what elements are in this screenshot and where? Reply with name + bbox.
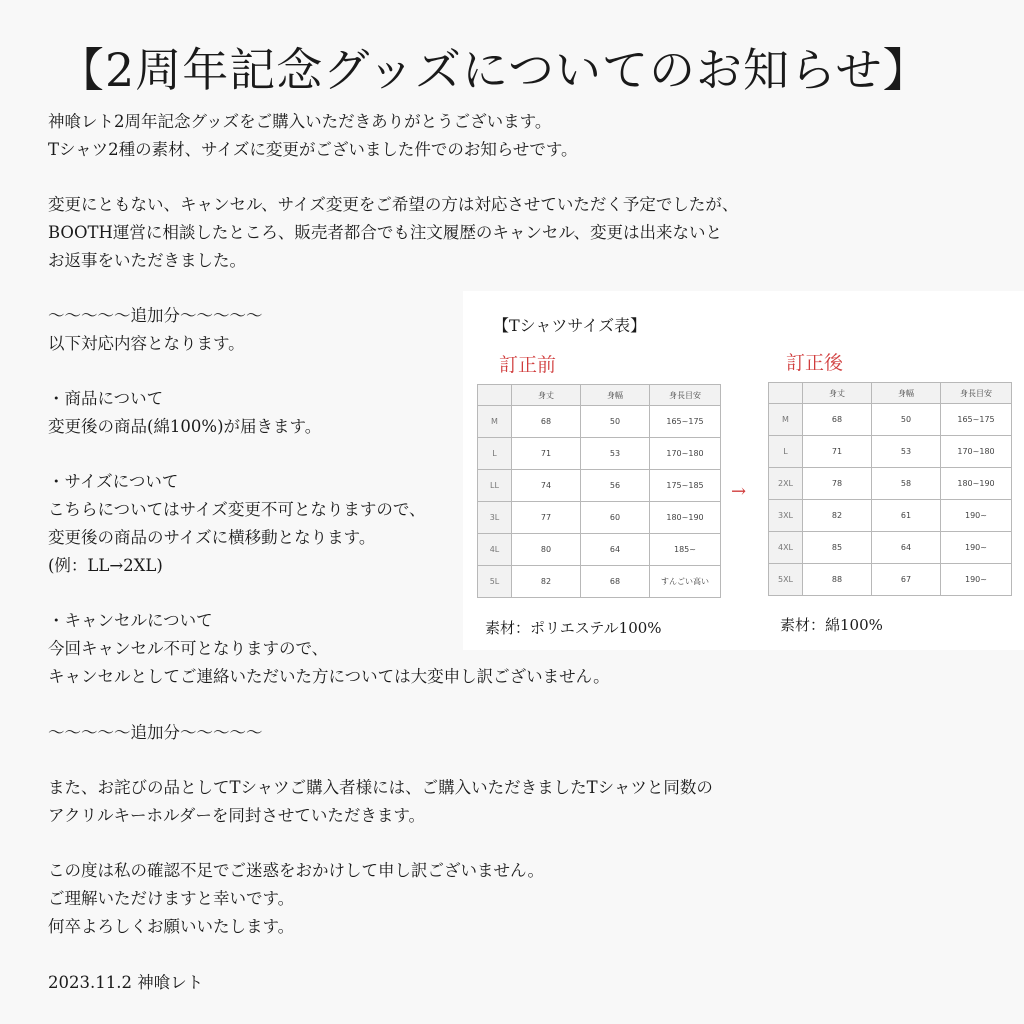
table-cell: 53	[581, 438, 650, 470]
text-line: BOOTH運営に相談したところ、販売者都合でも注文履歴のキャンセル、変更は出来ないと	[48, 223, 723, 242]
table-cell: 82	[803, 500, 872, 532]
table-cell: 80	[512, 534, 581, 566]
size-label-cell: 4XL	[769, 532, 803, 564]
table-cell: 190~	[941, 532, 1012, 564]
section-heading: ・キャンセルについて	[48, 611, 213, 630]
table-cell: 82	[512, 566, 581, 598]
text-line: 以下対応内容となります。	[48, 334, 245, 353]
before-label: 訂正前	[499, 354, 557, 376]
table-cell: 68	[581, 566, 650, 598]
size-label-cell: 2XL	[769, 468, 803, 500]
text-line: キャンセルとしてご連絡いただいた方については大変申し訳ございません。	[48, 667, 610, 686]
table-cell: 50	[581, 406, 650, 438]
text-line: ご理解いただけますと幸いです。	[48, 889, 295, 908]
table-cell: すんごい高い	[650, 566, 721, 598]
table-row	[769, 436, 1012, 468]
table-cell: 190~	[941, 500, 1012, 532]
table-header-cell: 身長目安	[650, 385, 721, 406]
signature-date: 2023.11.2 神喰レト	[48, 973, 204, 992]
size-table-after	[768, 382, 1012, 596]
table-cell: 53	[872, 436, 941, 468]
table-cell: 175~185	[650, 470, 721, 502]
text-line: こちらについてはサイズ変更不可となりますので、	[48, 500, 426, 519]
section-divider: 〜〜〜〜〜追加分〜〜〜〜〜	[48, 306, 263, 325]
table-header-cell: 身長目安	[941, 383, 1012, 404]
text-line: 変更後の商品(綿100%)が届きます。	[48, 417, 322, 436]
table-row	[769, 564, 1012, 596]
table-cell: 64	[872, 532, 941, 564]
size-label-cell: 4L	[478, 534, 512, 566]
text-line: この度は私の確認不足でご迷惑をおかけして申し訳ございません。	[48, 861, 544, 880]
table-cell: 67	[872, 564, 941, 596]
text-line: 今回キャンセル不可となりますので、	[48, 639, 329, 658]
size-table-before	[477, 384, 721, 598]
text-line: Tシャツ2種の素材、サイズに変更がございました件でのお知らせです。	[48, 140, 578, 159]
text-line: 変更後の商品のサイズに横移動となります。	[48, 528, 376, 547]
table-header-cell: 身幅	[872, 383, 941, 404]
table-cell: 78	[803, 468, 872, 500]
section-heading: ・商品について	[48, 389, 164, 408]
table-cell: 185~	[650, 534, 721, 566]
table-row	[478, 406, 721, 438]
arrow-icon: →	[731, 481, 747, 502]
size-label-cell: L	[478, 438, 512, 470]
text-line: (例：LL→2XL)	[48, 556, 163, 575]
table-cell: 165~175	[941, 404, 1012, 436]
table-cell: 60	[581, 502, 650, 534]
table-header-cell: 身丈	[512, 385, 581, 406]
table-header-cell: 身幅	[581, 385, 650, 406]
table-cell: 74	[512, 470, 581, 502]
table-cell: 180~190	[650, 502, 721, 534]
table-cell: 77	[512, 502, 581, 534]
size-chart-panel	[463, 291, 1024, 650]
size-label-cell: 5L	[478, 566, 512, 598]
table-cell: 71	[512, 438, 581, 470]
size-label-cell: 3XL	[769, 500, 803, 532]
table-cell: 68	[803, 404, 872, 436]
section-heading: ・サイズについて	[48, 472, 179, 491]
text-line: 変更にともない、キャンセル、サイズ変更をご希望の方は対応させていただく予定でしたが、	[48, 195, 739, 214]
table-cell: 85	[803, 532, 872, 564]
table-cell: 165~175	[650, 406, 721, 438]
table-cell: 170~180	[941, 436, 1012, 468]
table-cell: 64	[581, 534, 650, 566]
size-label-cell: L	[769, 436, 803, 468]
table-cell: 58	[872, 468, 941, 500]
table-row	[478, 438, 721, 470]
table-cell: 68	[512, 406, 581, 438]
size-chart-title: 【Tシャツサイズ表】	[493, 316, 647, 335]
table-row	[478, 502, 721, 534]
table-row	[769, 532, 1012, 564]
table-cell: 170~180	[650, 438, 721, 470]
table-row	[478, 470, 721, 502]
page-title: 【2周年記念グッズについてのお知らせ】	[58, 43, 930, 97]
table-row	[478, 566, 721, 598]
text-line: また、お詫びの品としてTシャツご購入者様には、ご購入いただきましたTシャツと同数の	[48, 778, 713, 797]
table-cell: 180~190	[941, 468, 1012, 500]
text-line: アクリルキーホルダーを同封させていただきます。	[48, 806, 426, 825]
table-cell: 50	[872, 404, 941, 436]
material-before: 素材：ポリエステル100%	[485, 619, 662, 637]
material-after: 素材：綿100%	[780, 616, 883, 634]
size-label-cell: M	[478, 406, 512, 438]
table-cell: 61	[872, 500, 941, 532]
table-cell: 56	[581, 470, 650, 502]
table-cell: 190~	[941, 564, 1012, 596]
text-line: お返事をいただきました。	[48, 251, 246, 270]
table-header-row	[769, 383, 1012, 404]
table-header-cell: 身丈	[803, 383, 872, 404]
table-cell: 71	[803, 436, 872, 468]
table-row	[478, 534, 721, 566]
size-label-cell: 5XL	[769, 564, 803, 596]
table-row	[769, 404, 1012, 436]
text-line: 神喰レト2周年記念グッズをご購入いただきありがとうございます。	[48, 112, 552, 131]
after-label: 訂正後	[786, 352, 844, 374]
size-label-cell: M	[769, 404, 803, 436]
table-row	[769, 500, 1012, 532]
text-line: 何卒よろしくお願いいたします。	[48, 917, 295, 936]
table-header-row	[478, 385, 721, 406]
section-divider: 〜〜〜〜〜追加分〜〜〜〜〜	[48, 723, 263, 742]
table-cell: 88	[803, 564, 872, 596]
table-row	[769, 468, 1012, 500]
table-header-cell	[769, 383, 803, 404]
table-header-cell	[478, 385, 512, 406]
size-label-cell: LL	[478, 470, 512, 502]
size-label-cell: 3L	[478, 502, 512, 534]
